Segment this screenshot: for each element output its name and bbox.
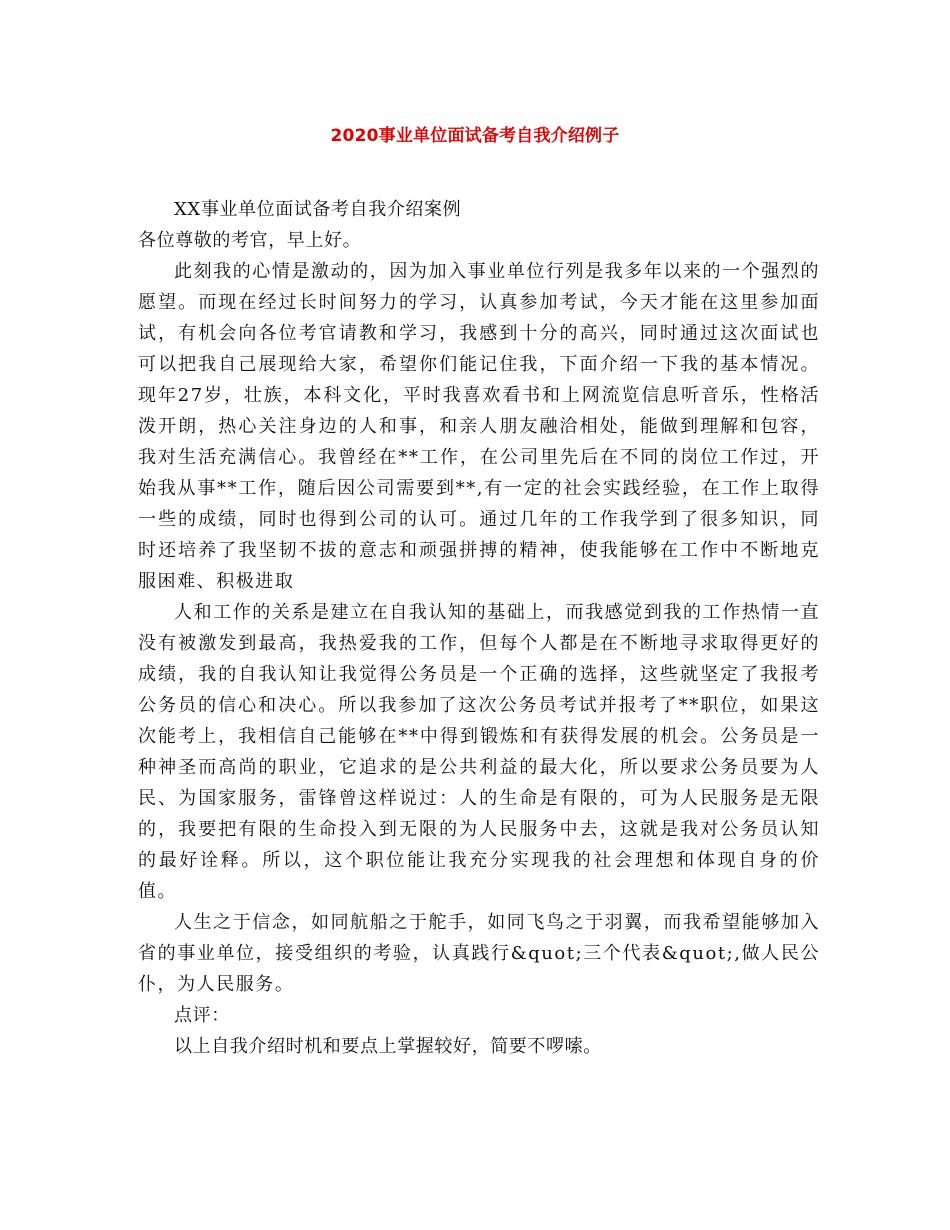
greeting-line: 各位尊敬的考官，早上好。 [138, 230, 362, 251]
document-body [138, 194, 820, 1062]
comment-label: 点评： [174, 1005, 230, 1026]
comment-text: 以上自我介绍时机和要点上掌握较好，简要不啰嗦。 [174, 1036, 602, 1057]
document-title: 2020事业单位面试备考自我介绍例子 [330, 126, 620, 146]
paragraph: 人生之于信念，如同航船之于舵手，如同飞鸟之于羽翼，而我希望能够加入省的事业单位，接受组织的考验，认真践行&quot;三个代表&quot;,做人民公仆，为人民服务。 [138, 912, 820, 995]
subtitle-line: XX事业单位面试备考自我介绍案例 [174, 199, 462, 220]
paragraph: 人和工作的关系是建立在自我认知的基础上，而我感觉到我的工作热情一直没有被激发到最高，我热爱我的工作，但每个人都是在不断地寻求取得更好的成绩，我的自我认知让我觉得公务员是一个正确的选择，这些就坚定了我报考公务员的信心和决心。所以我参加了这次公务员考试并报考了**职位，如果这次能考上，我相信自己能够在**中得到锻炼和有获得发展的机会。公务员是一种神圣而高尚的职业，它追求的是公共利益的最大化，所以要求公务员要为人民、为国家服务，雷锋曾这样说过：人的生命是有限的，可为人民服务是无限的，我要把有限的生命投入到无限的为人民服务中去，这就是我对公务员认知的最好诠释。所以，这个职位能让我充分实现我的社会理想和体现自身的价值。 [138, 602, 820, 902]
paragraph: 此刻我的心情是激动的，因为加入事业单位行列是我多年以来的一个强烈的愿望。而现在经过长时间努力的学习，认真参加考试，今天才能在这里参加面试，有机会向各位考官请教和学习，我感到十分的高兴，同时通过这次面试也可以把我自己展现给大家，希望你们能记住我，下面介绍一下我的基本情况。现年27岁，壮族，本科文化，平时我喜欢看书和上网流览信息听音乐，性格活泼开朗，热心关注身边的人和事，和亲人朋友融洽相处，能做到理解和包容，我对生活充满信心。我曾经在**工作，在公司里先后在不同的岗位工作过，开始我从事**工作，随后因公司需要到**,有一定的社会实践经验，在工作上取得一些的成绩，同时也得到公司的认可。通过几年的工作我学到了很多知识，同时还培养了我坚韧不拔的意志和顽强拼搏的精神，使我能够在工作中不断地克服困难、积极进取 [138, 261, 820, 592]
